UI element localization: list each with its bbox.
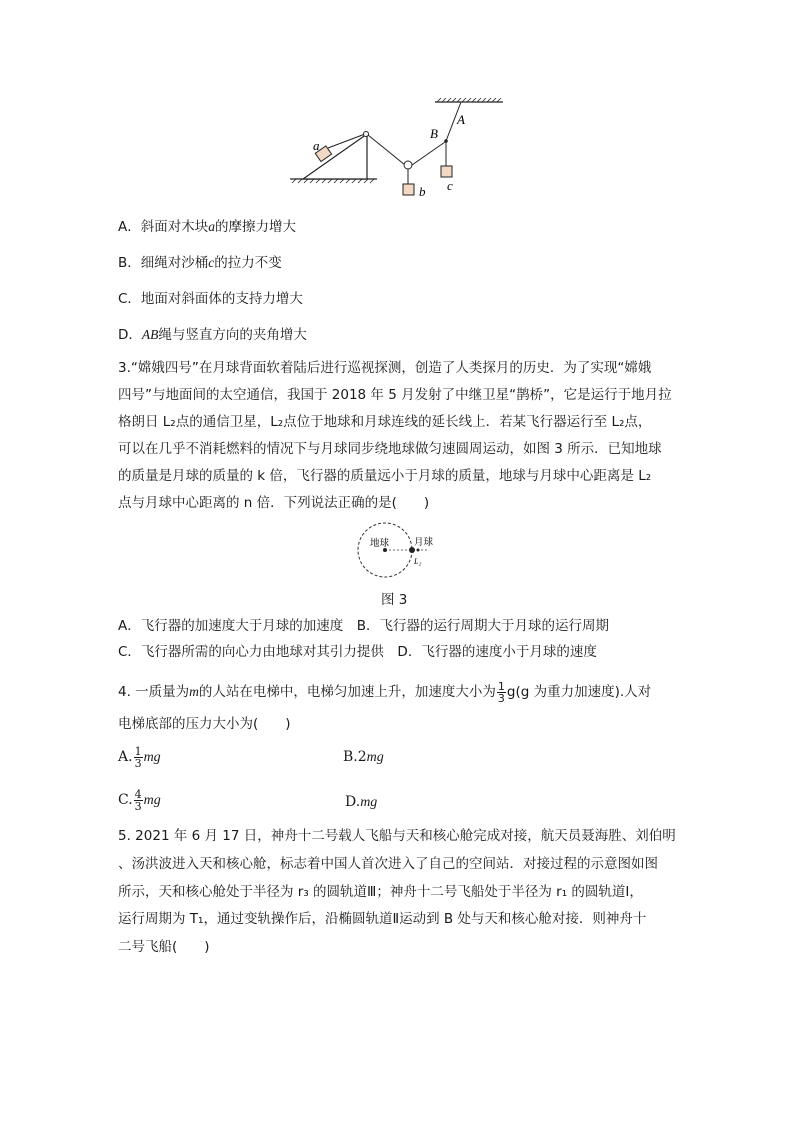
pulley-incline-figure (285, 98, 515, 200)
q4-option-c: C. $\frac{4}{3}$ mg (118, 787, 161, 813)
q5-line-1: 5. 2021 年 6 月 17 日，神舟十二号载人飞船与天和核心舱完成对接，航天员聂海胜、刘伯明 (118, 828, 676, 844)
q3-line-3: 格朗日 L₂点的通信卫星，L₂点位于地球和月球连线的延长线上．若某飞行器运行至 L₂点， (118, 414, 652, 430)
moon-label: 月球 (414, 537, 434, 548)
ground-hatch (290, 179, 377, 183)
q5-line-4: 运行周期为 T₁，通过变轨操作后，沿椭圆轨道Ⅱ运动到 B 处与天和核心舱对接．则神舟十 (118, 911, 647, 927)
q3-line-6: 点与月球中心距离的 n 倍．下列说法正确的是( ) (118, 495, 430, 511)
q4-line-2: 电梯底部的压力大小为( ) (118, 716, 291, 732)
earth-moon-figure (350, 522, 450, 582)
bucket-b (403, 184, 414, 195)
q5-line-2: 、汤洪波进入天和核心舱，标志着中国人首次进入了自己的空间站．对接过程的示意图如图 (118, 856, 658, 872)
label-a: a (313, 138, 320, 153)
moving-pulley (404, 161, 412, 169)
pulley-top (364, 132, 369, 137)
q2-option-b: B．细绳对沙桶c的拉力不变 (118, 255, 282, 271)
label-B: B (430, 126, 438, 141)
q4-fraction: $\frac{1}{3}$ (497, 679, 505, 705)
q4-option-a: A. $\frac{1}{3}$ mg (118, 744, 161, 770)
label-A: A (457, 112, 465, 127)
l2-label: L₂ (414, 557, 422, 566)
earth-label: 地球 (370, 538, 390, 549)
q3-options-row-1: A．飞行器的加速度大于月球的加速度 B．飞行器的运行周期大于月球的运行周期 (118, 618, 609, 634)
q3-line-5: 的质量是月球的质量的 k 倍，飞行器的质量远小于月球的质量，地球与月球中心距离是 L₂ (118, 468, 652, 484)
label-b: b (419, 184, 426, 199)
bucket-c (441, 166, 452, 177)
q5-line-5: 二号飞船( ) (118, 939, 210, 955)
ceiling-hatch (435, 98, 503, 102)
q4-line-1: 4. 一质量为m的人站在电梯中，电梯匀加速上升，加速度大小为 $\frac{1}{3}$ g(g 为重力加速度).人对 (118, 679, 652, 705)
q3-line-1: 3.“嫦娥四号”在月球背面软着陆后进行巡视探测，创造了人类探月的历史．为了实现“嫦娥 (118, 360, 652, 376)
q5-line-3: 所示，天和核心舱处于半径为 r₃ 的圆轨道Ⅲ；神舟十二号飞船处于半径为 r₁ 的圆轨道Ⅰ， (118, 884, 643, 900)
q2-option-a: A．斜面对木块a的摩擦力增大 (118, 219, 296, 235)
q3-line-2: 四号”与地面间的太空通信，我国于 2018 年 5 月发射了中继卫星“鹊桥”，它是运行于地月拉 (118, 387, 672, 403)
q3-line-4: 可以在几乎不消耗燃料的情况下与月球同步绕地球做匀速圆周运动，如图 3 所示．已知地球 (118, 441, 662, 457)
q2-option-c: C．地面对斜面体的支持力增大 (118, 291, 303, 307)
q3-options-row-2: C．飞行器所需的向心力由地球对其引力提供 D．飞行器的速度小于月球的速度 (118, 644, 597, 660)
q4-option-b: B.2mg (343, 749, 384, 765)
figure-3-caption: 图 3 (381, 592, 408, 608)
q4-option-d: D.mg (345, 794, 378, 810)
l2-dot (417, 549, 420, 552)
q2-option-d: D．AB绳与竖直方向的夹角增大 (118, 327, 307, 343)
label-c: c (447, 178, 453, 193)
